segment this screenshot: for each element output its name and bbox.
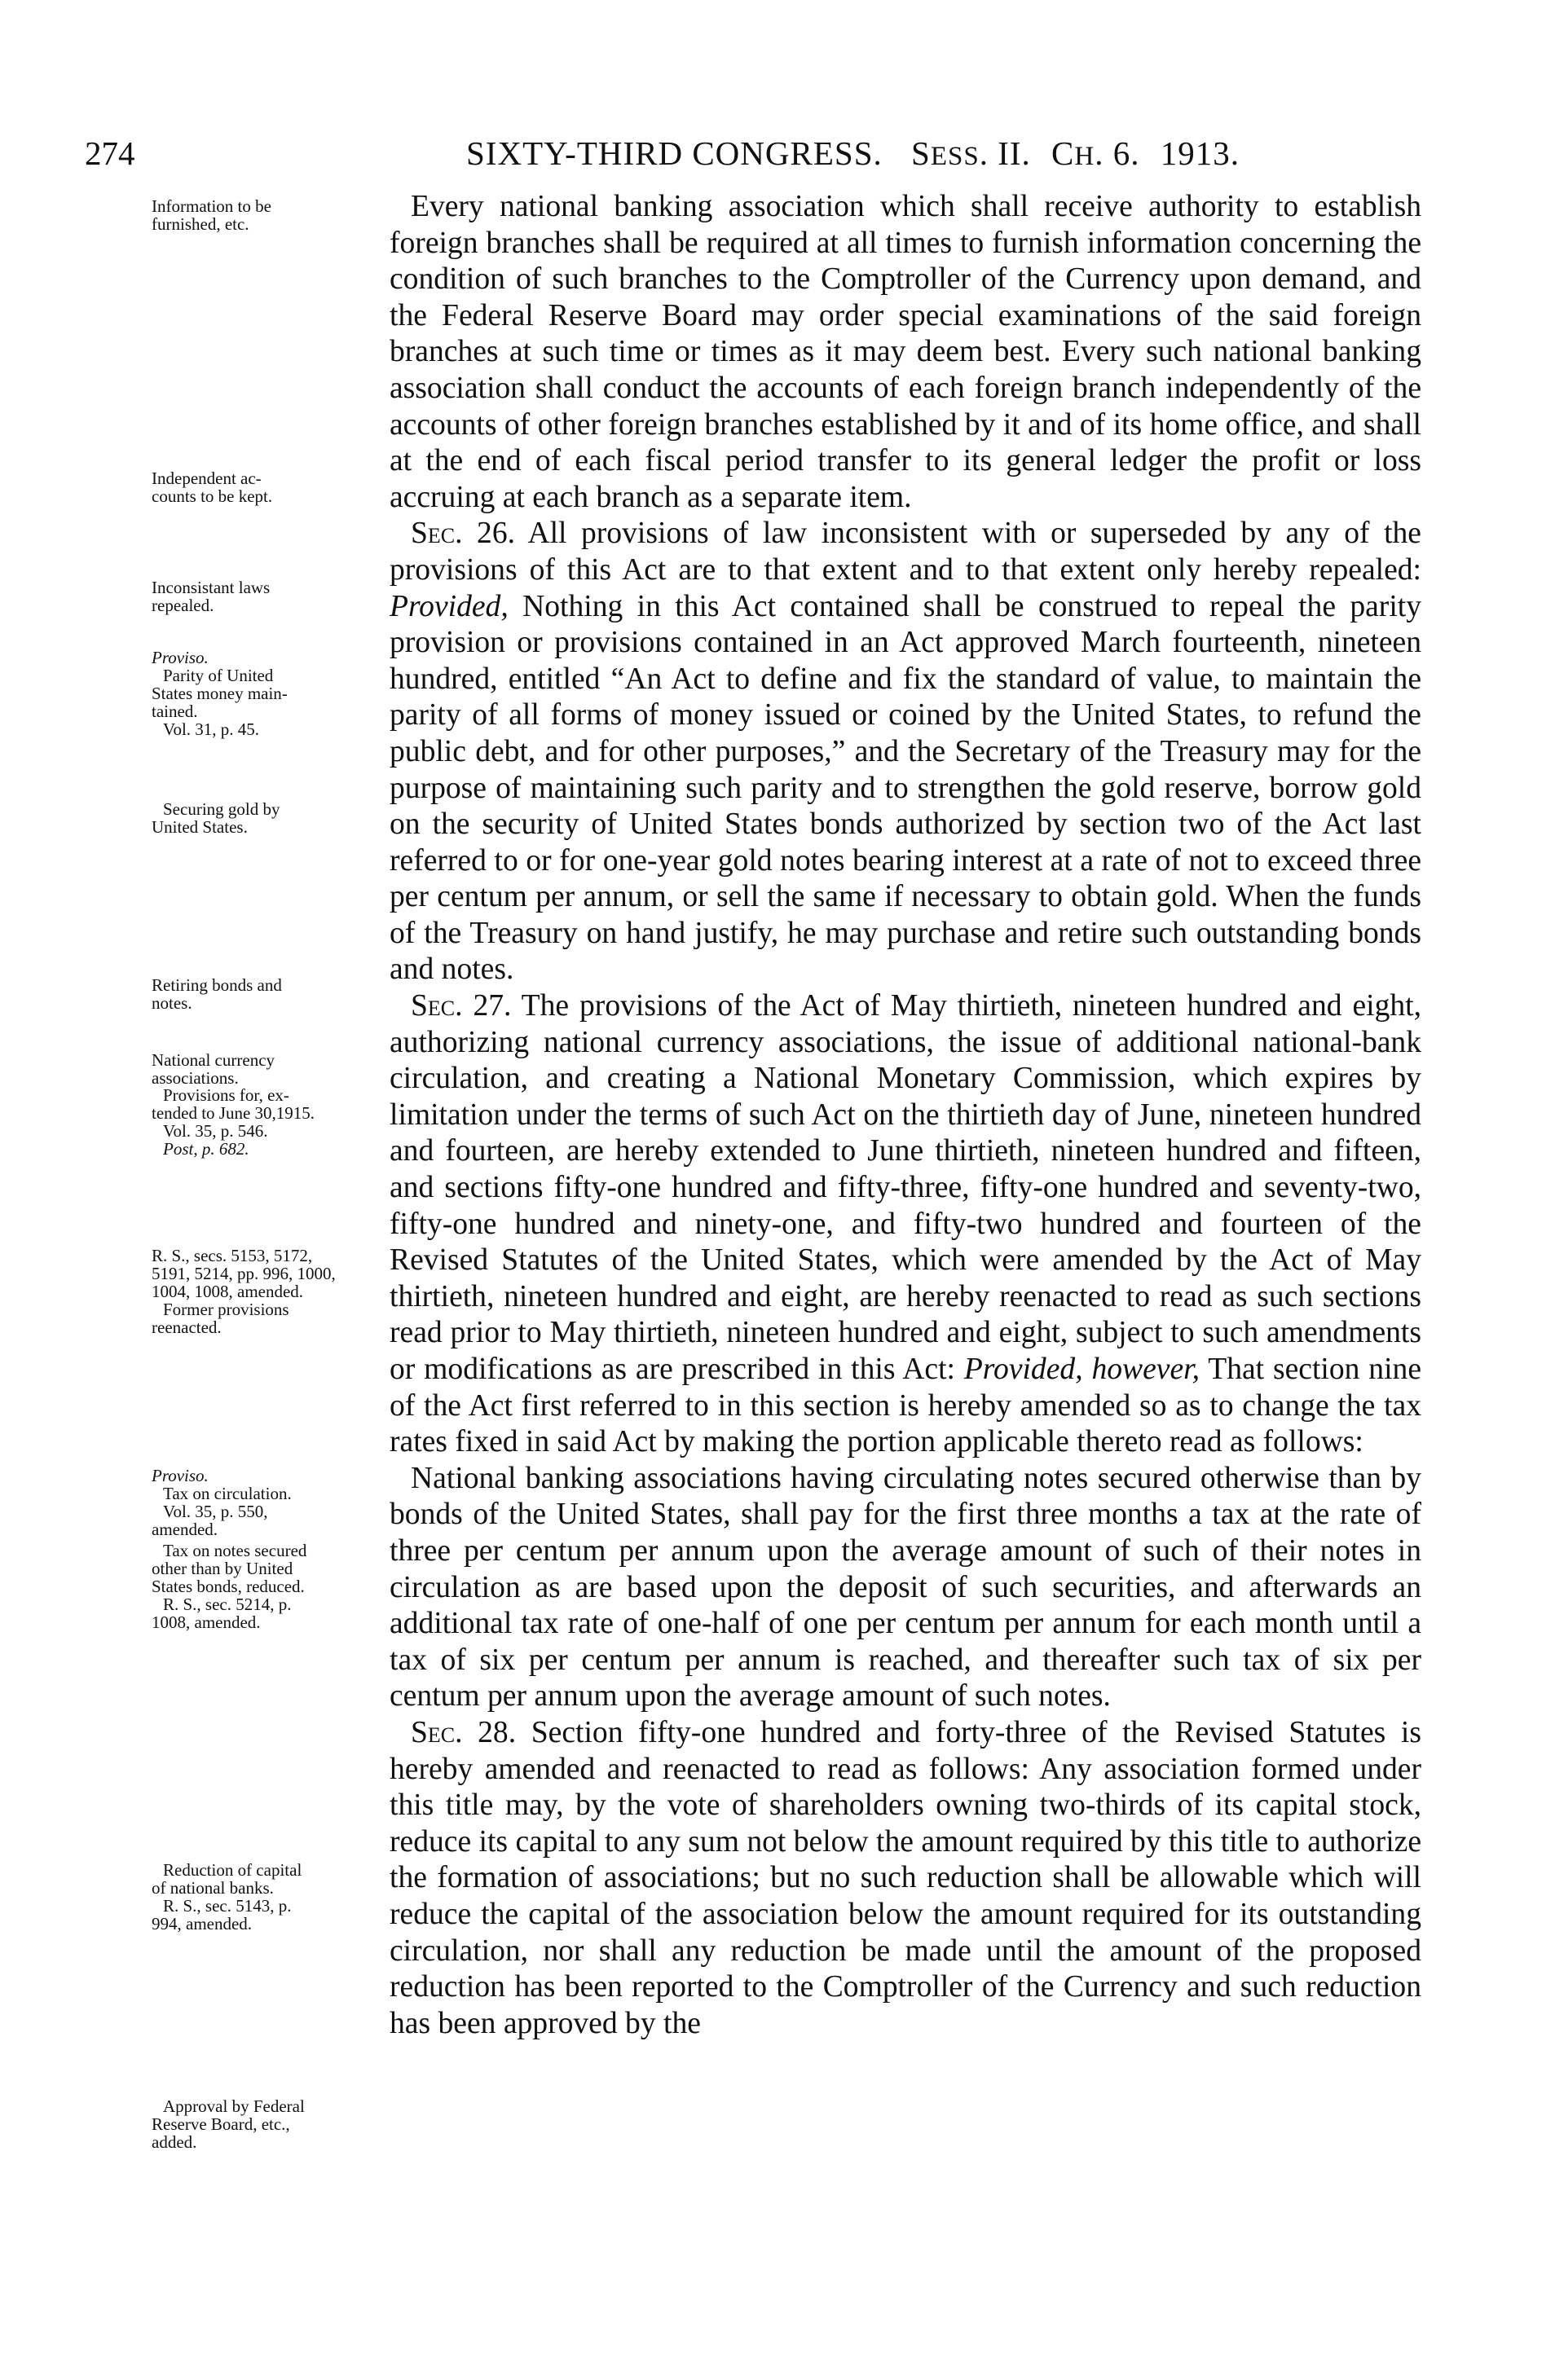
margin-note	[152, 976, 388, 1012]
section-27	[390, 988, 1421, 1461]
margin-note-line: notes.	[152, 993, 192, 1013]
page-number: 274	[85, 134, 135, 172]
session-prefix: S	[911, 134, 931, 172]
body-text	[390, 189, 1421, 2042]
section-text: That section nine of the Act first referred to in this section is hereby amended so as to change the tax rates fixed in said Act by making the portion applicable thereto read as follows:	[390, 1353, 1422, 1459]
section-26	[390, 516, 1421, 988]
margin-note-line: R. S., secs. 5153, 5172,	[152, 1246, 313, 1265]
margin-note	[152, 2097, 388, 2151]
margin-note	[152, 800, 388, 836]
margin-note-line: counts to be kept.	[152, 486, 273, 506]
margin-note	[152, 1086, 388, 1158]
margin-note	[152, 1861, 388, 1933]
margin-note-line: Post, p. 682.	[163, 1139, 249, 1159]
margin-note-line: Securing gold by	[163, 799, 280, 819]
margin-note-line: United States.	[152, 817, 248, 837]
congress-title: SIXTY-THIRD CONGRESS.	[466, 134, 883, 172]
margin-note-line: Approval by Federal	[163, 2096, 305, 2116]
margin-note-line: R. S., sec. 5143, p.	[163, 1896, 292, 1916]
proviso-label: Proviso.	[152, 1466, 209, 1485]
margin-note-line: amended.	[152, 1520, 218, 1539]
session-number: . II.	[979, 134, 1031, 172]
margin-note-line: associations.	[152, 1068, 239, 1088]
section-label: Sec. 27.	[411, 989, 512, 1023]
margin-note-line: of national banks.	[152, 1878, 274, 1898]
margin-note-line: States money main-	[152, 684, 288, 703]
margin-note-line: 5191, 5214, pp. 996, 1000,	[152, 1264, 336, 1283]
margin-note	[152, 649, 388, 738]
margin-note-line: tended to June 30,1915.	[152, 1103, 315, 1123]
margin-note-line: Vol. 35, p. 546.	[163, 1121, 268, 1141]
margin-note-line: 1008, amended.	[152, 1612, 261, 1632]
paragraph-tax-rates: National banking associations having circulating notes secured otherwise than by bonds of the United States, shall pay for the first three months a tax at the rate of three per centum per annum upon the average amount of such of their notes in circulation as are based upon the deposit of such securities, and afterwards an additional tax rate of one-half of one per centum per annum for each month until a tax of six per centum per annum is reached, and thereafter such tax of six per centum per annum upon the average amount of such notes.	[390, 1461, 1421, 1714]
margin-note-line: repealed.	[152, 596, 214, 615]
chapter-rest: H	[1074, 142, 1095, 171]
margin-note-line: Tax on notes secured	[163, 1541, 307, 1560]
margin-note	[152, 579, 388, 614]
margin-note	[152, 1247, 388, 1300]
margin-note-line: added.	[152, 2132, 197, 2152]
margin-note	[152, 1300, 388, 1336]
section-text: Section fifty-one hundred and forty-three of the Revised Statutes is hereby amended and reenacted to read as follows: Any association formed under this title may, by the vote of shareholders owning two-thirds of its capital stock, reduce its capital to any sum not below the amount required by this title to authorize the formation of associations; but no such reduction shall be allowable which will reduce the capital of the association below the amount required for its outstanding circulation, nor shall any reduction be made until the amount of the proposed reduction has been reported to the Comptroller of the Currency and such reduction has been approved by the	[390, 1715, 1421, 2040]
margin-note-line: furnished, etc.	[152, 214, 249, 234]
chapter-prefix: C	[1051, 134, 1075, 172]
margin-note-line: reenacted.	[152, 1318, 222, 1337]
margin-note-line: Retiring bonds and	[152, 975, 282, 995]
margin-note-line: Parity of United	[163, 666, 274, 685]
margin-note-line: other than by United	[152, 1559, 293, 1578]
margin-note-line: 994, amended.	[152, 1914, 253, 1933]
margin-note	[152, 1542, 388, 1631]
paragraph-foreign-branches: Every national banking association which shall receive authority to establish foreign branches shall be required at all times to furnish information concerning the condition of such branches to the Comptroller of the Currency upon demand, and the Federal Reserve Board may order special examinations of the said foreign branches at such time or times as it may deem best. Every such national banking association shall conduct the accounts of each foreign branch independently of the accounts of other foreign branches established by it and of its home office, and shall at the end of each fiscal period transfer to its general ledger the profit or loss accruing at each branch as a separate item.	[390, 190, 1421, 514]
section-text: The provisions of the Act of May thirtieth, nineteen hundred and eight, authorizing national currency associations, the issue of additional national-bank circulation, and creating a National Monetary Commission, which expires by limitation under the terms of such Act on the thirtieth day of June, nineteen hundred and fourteen, are hereby extended to June thirtieth, nineteen hundred and fifteen, and sections fifty-one hundred and fifty-three, fifty-one hundred and seventy-two, fifty-one hundred and ninety-one, and fifty-two hundred and fourteen of the Revised Statutes of the United States, which were amended by the Act of May thirtieth, nineteen hundred and eight, are hereby reenacted to read as such sections read prior to May thirtieth, nineteen hundred and eight, subject to such amendments or modifications as are prescribed in this Act:	[390, 989, 1421, 1386]
margin-note-line: Tax on circulation.	[163, 1484, 292, 1503]
running-title	[466, 129, 1240, 181]
margin-note	[152, 1051, 388, 1087]
margin-note-line: National currency	[152, 1050, 275, 1070]
margin-note	[152, 197, 388, 233]
year: 1913.	[1160, 134, 1240, 172]
proviso-label: Proviso.	[152, 648, 209, 667]
margin-note-line: Reserve Board, etc.,	[152, 2114, 290, 2134]
margin-note-line: tained.	[152, 702, 198, 721]
margin-note-line: 1004, 1008, amended.	[152, 1282, 304, 1301]
provided-label: Provided, however,	[963, 1353, 1200, 1386]
margin-note	[152, 1467, 388, 1538]
section-text: Nothing in this Act contained shall be construed to repeal the parity provision or provisions contained in an Act approved March fourteenth, nineteen hundred, entitled “An Act to define and fix the standard of value, to maintain the parity of all forms of money issued or coined by the United States, to refund the public debt, and for other purposes,” and the Secretary of the Treasury may for the purpose of maintaining such parity and to strengthen the gold reserve, borrow gold on the security of United States bonds authorized by section two of the Act last referred to or for one-year gold notes bearing interest at a rate of not to exceed three per centum per annum, or sell the same if necessary to obtain gold. When the funds of the Treasury on hand justify, he may purchase and retire such outstanding bonds and notes.	[390, 589, 1421, 987]
margin-note-line: Independent ac-	[152, 469, 262, 488]
session-rest: ESS	[930, 142, 980, 171]
margin-note-line: Information to be	[152, 196, 271, 216]
section-label: Sec. 28.	[411, 1715, 517, 1749]
page-header	[85, 129, 1436, 178]
chapter-number: . 6.	[1095, 134, 1140, 172]
section-28	[390, 1715, 1421, 2042]
provided-label: Provided,	[390, 589, 509, 623]
margin-note-line: Inconsistant laws	[152, 578, 271, 597]
section-text: All provisions of law inconsistent with or superseded by any of the provisions of this Act are to that extent and to that extent only hereby repealed:	[390, 517, 1421, 587]
margin-note-line: States bonds, reduced.	[152, 1577, 305, 1596]
margin-note-line: Reduction of capital	[163, 1860, 302, 1880]
margin-note-line: Former provisions	[163, 1300, 289, 1319]
margin-note	[152, 469, 388, 505]
margin-note-line: R. S., sec. 5214, p.	[163, 1595, 292, 1614]
margin-note-line: Vol. 31, p. 45.	[163, 719, 260, 739]
margin-note-line: Vol. 35, p. 550,	[163, 1502, 268, 1521]
margin-note-line: Provisions for, ex-	[163, 1085, 289, 1105]
section-label: Sec. 26.	[411, 517, 516, 551]
